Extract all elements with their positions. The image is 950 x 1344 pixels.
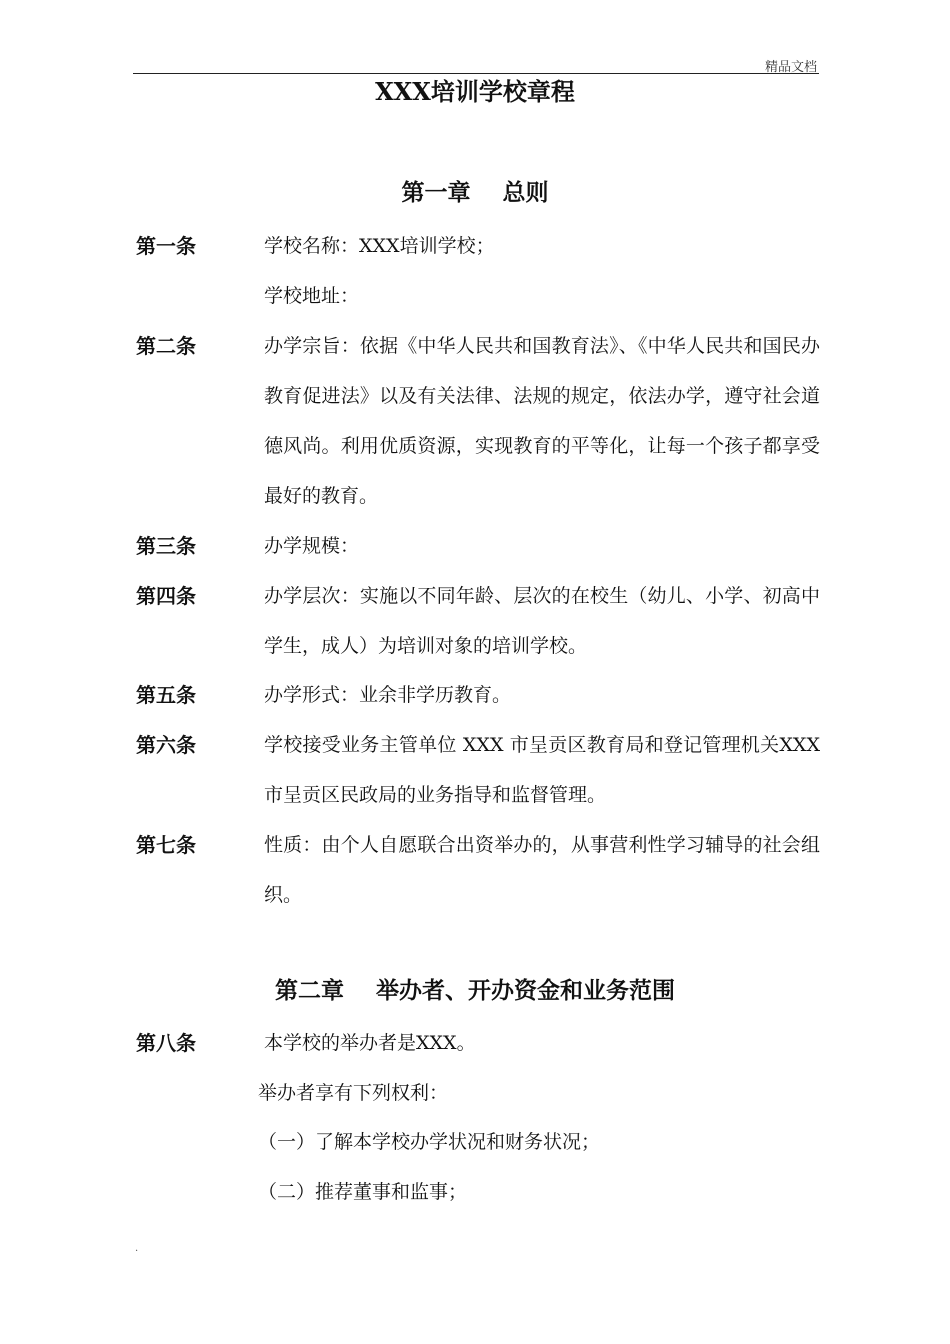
article-label: 第三条 [136,534,196,558]
chapter-heading-1: 第一章 总则 [401,180,549,206]
footer-mark: . [135,1243,139,1254]
article-label: 第五条 [136,683,196,707]
article-3 [136,521,820,571]
article-text: 办学规模： [264,535,360,557]
article-7 [136,820,820,920]
page-header-text: 精品文档 [764,60,817,75]
article-text: 学校接受业务主管单位 XXX 市呈贡区教育局和登记管理机关XXX市呈贡区民政局的业务指导和监督管理。 [264,734,820,806]
article-1 [136,221,820,321]
document-title: XXX培训学校章程 [375,77,575,106]
article-text: 学校名称：XXX培训学校； [264,235,495,257]
list-item: （一）了解本学校办学状况和财务状况； [258,1131,601,1153]
article-5 [136,670,820,720]
article-label: 第六条 [136,733,196,757]
article-label: 第二条 [136,334,196,358]
article-6 [136,720,820,820]
article-2 [136,321,820,521]
article-label: 第四条 [136,584,196,608]
article-text: 本学校的举办者是XXX。 [264,1032,476,1054]
article-label: 第一条 [136,234,196,258]
article-4 [136,571,820,671]
article-text: 办学宗旨：依据《中华人民共和国教育法》、《中华人民共和国民办教育促进法》以及有关法律、法规的规定，依法办学，遵守社会道德风尚。利用优质资源，实现教育的平等化，让每一个孩子都享受最好的教育。 [264,335,820,507]
article-8 [136,1018,820,1068]
article-text: 办学形式：业余非学历教育。 [264,684,512,706]
article-text: 办学层次：实施以不同年龄、层次的在校生（幼儿、小学、初高中学生，成人）为培训对象的培训学校。 [264,585,820,657]
article-label: 第八条 [136,1031,196,1055]
body-line: 举办者享有下列权利： [258,1082,449,1104]
article-label: 第七条 [136,833,196,857]
article-text: 学校地址： [264,285,360,307]
article-text: 性质：由个人自愿联合出资举办的，从事营利性学习辅导的社会组织。 [264,834,820,906]
chapter-heading-2: 第二章 举办者、开办资金和业务范围 [274,978,676,1004]
list-item: （二）推荐董事和监事； [258,1181,468,1203]
